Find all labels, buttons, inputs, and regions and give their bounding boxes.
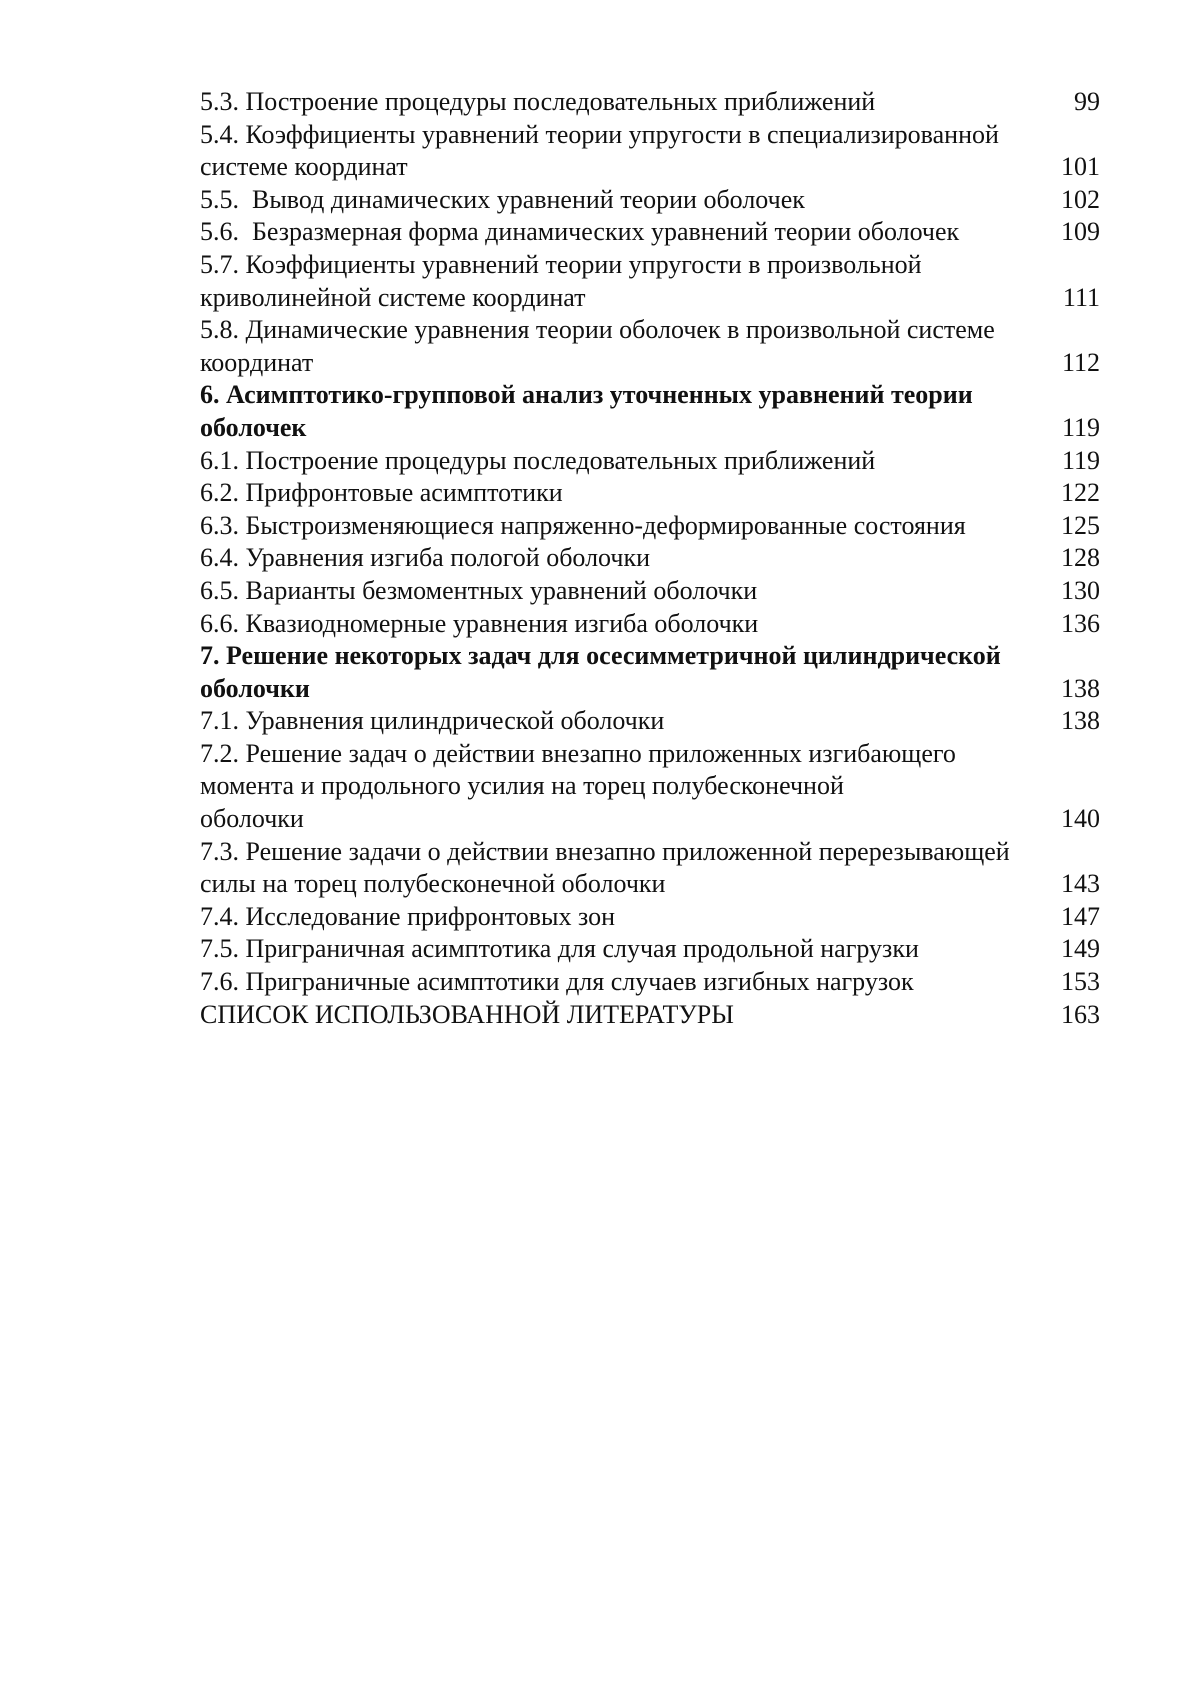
- toc-section-entry: [200, 86, 1100, 119]
- toc-entry-title-line: 5.8. Динамические уравнения теории оболочек в произвольной системе: [258, 314, 1040, 347]
- toc-entry-title-line: оболочек: [200, 412, 1040, 445]
- toc-section-entry: [200, 738, 1100, 836]
- toc-entry-title-line: СПИСОК ИСПОЛЬЗОВАННОЙ ЛИТЕРАТУРЫ: [258, 999, 1040, 1032]
- toc-entry-title-line: 7.6. Приграничные асимптотики для случаев изгибных нагрузок: [258, 966, 1040, 999]
- toc-section-entry: [200, 575, 1100, 608]
- toc-page-number: 138: [1061, 673, 1100, 706]
- toc-section-entry: [200, 216, 1100, 249]
- toc-entry-title-line: момента и продольного усилия на торец полубесконечной: [258, 770, 1040, 803]
- toc-page-number: 101: [1061, 151, 1100, 184]
- toc-page-number: 122: [1061, 477, 1100, 510]
- toc-chapter-entry: [200, 379, 1100, 444]
- toc-entry-title-line: 7.4. Исследование прифронтовых зон: [258, 901, 1040, 934]
- toc-entry-title-line: 7. Решение некоторых задач для осесимметричной цилиндрической: [200, 640, 1040, 673]
- toc-page-number: 163: [1061, 999, 1100, 1032]
- toc-entry-title-line: 5.3. Построение процедуры последовательных приближений: [258, 86, 1040, 119]
- toc-page-number: 112: [1062, 347, 1100, 380]
- toc-entry-title-line: 6.1. Построение процедуры последовательных приближений: [258, 445, 1040, 478]
- toc-section-entry: [200, 999, 1100, 1032]
- toc-page-number: 138: [1061, 705, 1100, 738]
- toc-entry-title-line: системе координат: [258, 151, 1040, 184]
- toc-section-entry: [200, 184, 1100, 217]
- toc-page-number: 119: [1062, 445, 1100, 478]
- toc-entry-title-line: 7.5. Приграничная асимптотика для случая продольной нагрузки: [258, 933, 1040, 966]
- toc-entry-title-line: 5.7. Коэффициенты уравнений теории упругости в произвольной: [258, 249, 1040, 282]
- toc-chapter-entry: [200, 640, 1100, 705]
- toc-section-entry: [200, 836, 1100, 901]
- toc-section-entry: [200, 477, 1100, 510]
- toc-section-entry: [200, 542, 1100, 575]
- toc-page-number: 119: [1062, 412, 1100, 445]
- toc-entry-title-line: криволинейной системе координат: [258, 282, 1040, 315]
- toc-page-number: 149: [1061, 933, 1100, 966]
- toc-entry-title-line: 7.2. Решение задач о действии внезапно приложенных изгибающего: [258, 738, 1040, 771]
- toc-section-entry: [200, 510, 1100, 543]
- toc-section-entry: [200, 445, 1100, 478]
- toc-entry-title-line: 7.3. Решение задачи о действии внезапно приложенной перерезывающей: [258, 836, 1040, 869]
- toc-section-entry: [200, 314, 1100, 379]
- toc-entry-title-line: 6.5. Варианты безмоментных уравнений оболочки: [258, 575, 1040, 608]
- toc-page-number: 111: [1063, 282, 1100, 315]
- toc-entry-title-line: 6. Асимптотико-групповой анализ уточненных уравнений теории: [200, 379, 1040, 412]
- toc-page-number: 102: [1061, 184, 1100, 217]
- toc-section-entry: [200, 705, 1100, 738]
- toc-entry-title-line: оболочки: [200, 673, 1040, 706]
- toc-section-entry: [200, 901, 1100, 934]
- toc-entry-title-line: 6.4. Уравнения изгиба пологой оболочки: [258, 542, 1040, 575]
- toc-page-number: 140: [1061, 803, 1100, 836]
- toc-entry-title-line: 5.6. Безразмерная форма динамических уравнений теории оболочек: [258, 216, 1040, 249]
- table-of-contents: [200, 86, 1100, 1031]
- toc-page-number: 147: [1061, 901, 1100, 934]
- toc-entry-title-line: 6.3. Быстроизменяющиеся напряженно-деформированные состояния: [258, 510, 1040, 543]
- toc-page-number: 128: [1061, 542, 1100, 575]
- toc-section-entry: [200, 608, 1100, 641]
- toc-entry-title-line: 7.1. Уравнения цилиндрической оболочки: [258, 705, 1040, 738]
- toc-entry-title-line: 6.2. Прифронтовые асимптотики: [258, 477, 1040, 510]
- toc-page-number: 109: [1061, 216, 1100, 249]
- toc-entry-title-line: силы на торец полубесконечной оболочки: [258, 868, 1040, 901]
- toc-section-entry: [200, 119, 1100, 184]
- toc-section-entry: [200, 966, 1100, 999]
- toc-section-entry: [200, 249, 1100, 314]
- toc-entry-title-line: оболочки: [258, 803, 1040, 836]
- toc-entry-title-line: 5.4. Коэффициенты уравнений теории упругости в специализированной: [258, 119, 1040, 152]
- toc-entry-title-line: координат: [258, 347, 1040, 380]
- toc-page-number: 136: [1061, 608, 1100, 641]
- toc-page-number: 143: [1061, 868, 1100, 901]
- toc-page-number: 130: [1061, 575, 1100, 608]
- toc-entry-title-line: 6.6. Квазиодномерные уравнения изгиба оболочки: [258, 608, 1040, 641]
- toc-page-number: 99: [1074, 86, 1100, 119]
- toc-section-entry: [200, 933, 1100, 966]
- toc-entry-title-line: 5.5. Вывод динамических уравнений теории оболочек: [258, 184, 1040, 217]
- toc-page-number: 125: [1061, 510, 1100, 543]
- toc-page-number: 153: [1061, 966, 1100, 999]
